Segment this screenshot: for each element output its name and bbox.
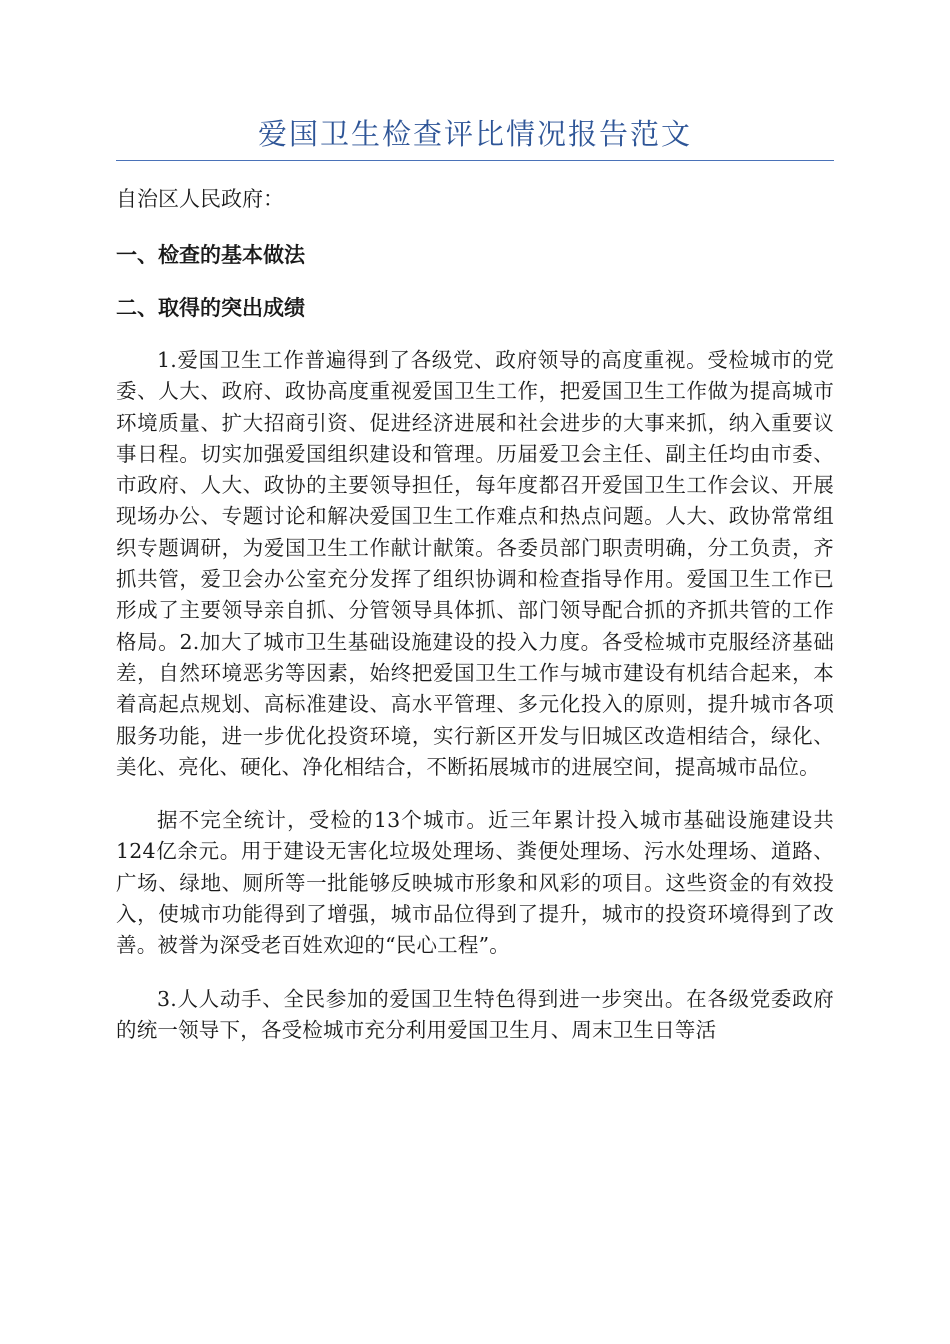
paragraph-1: 1.爱国卫生工作普遍得到了各级党、政府领导的高度重视。受检城市的党委、人大、政府、政协高度重视爱国卫生工作，把爱国卫生工作做为提高城市环境质量、扩大招商引资、促进经济进展和社会进步的大事来抓，纳入重要议事日程。切实加强爱国组织建设和管理。历届爱卫会主任、副主任均由市委、市政府、人大、政协的主要领导担任，每年度都召开爱国卫生工作会议、开展现场办公、专题讨论和解决爱国卫生工作难点和热点问题。人大、政协常常组织专题调研，为爱国卫生工作献计献策。各委员部门职责明确，分工负责，齐抓共管，爱卫会办公室充分发挥了组织协调和检查指导作用。爱国卫生工作已形成了主要领导亲自抓、分管领导具体抓、部门领导配合抓的齐抓共管的工作格局。2.加大了城市卫生基础设施建设的投入力度。各受检城市克服经济基础差，自然环境恶劣等因素，始终把爱国卫生工作与城市建设有机结合起来，本着高起点规划、高标准建设、高水平管理、多元化投入的原则，提升城市各项服务功能，进一步优化投资环境，实行新区开发与旧城区改造相结合，绿化、美化、亮化、硬化、净化相结合，不断拓展城市的进展空间，提高城市品位。 xyxy=(116,348,834,779)
paragraph-3: 3.人人动手、全民参加的爱国卫生特色得到进一步突出。在各级党委政府的统一领导下，各受检城市充分利用爱国卫生月、周末卫生日等活 xyxy=(116,986,834,1042)
title-underline xyxy=(116,160,834,161)
section-heading-2: 二、取得的突出成绩 xyxy=(116,295,305,320)
salutation: 自治区人民政府： xyxy=(116,187,284,211)
document-title: 爱国卫生检查评比情况报告范文 xyxy=(257,117,692,151)
section-heading-1: 一、检查的基本做法 xyxy=(116,242,305,267)
paragraph-2: 据不完全统计，受检的13个城市。近三年累计投入城市基础设施建设共124亿余元。用于建设无害化垃圾处理场、粪便处理场、污水处理场、道路、广场、绿地、厕所等一批能够反映城市形象和风彩的项目。这些资金的有效投入，使城市功能得到了增强，城市品位得到了提升，城市的投资环境得到了改善。被誉为深受老百姓欢迎的“民心工程”。 xyxy=(116,808,834,958)
document-page xyxy=(116,110,834,1068)
